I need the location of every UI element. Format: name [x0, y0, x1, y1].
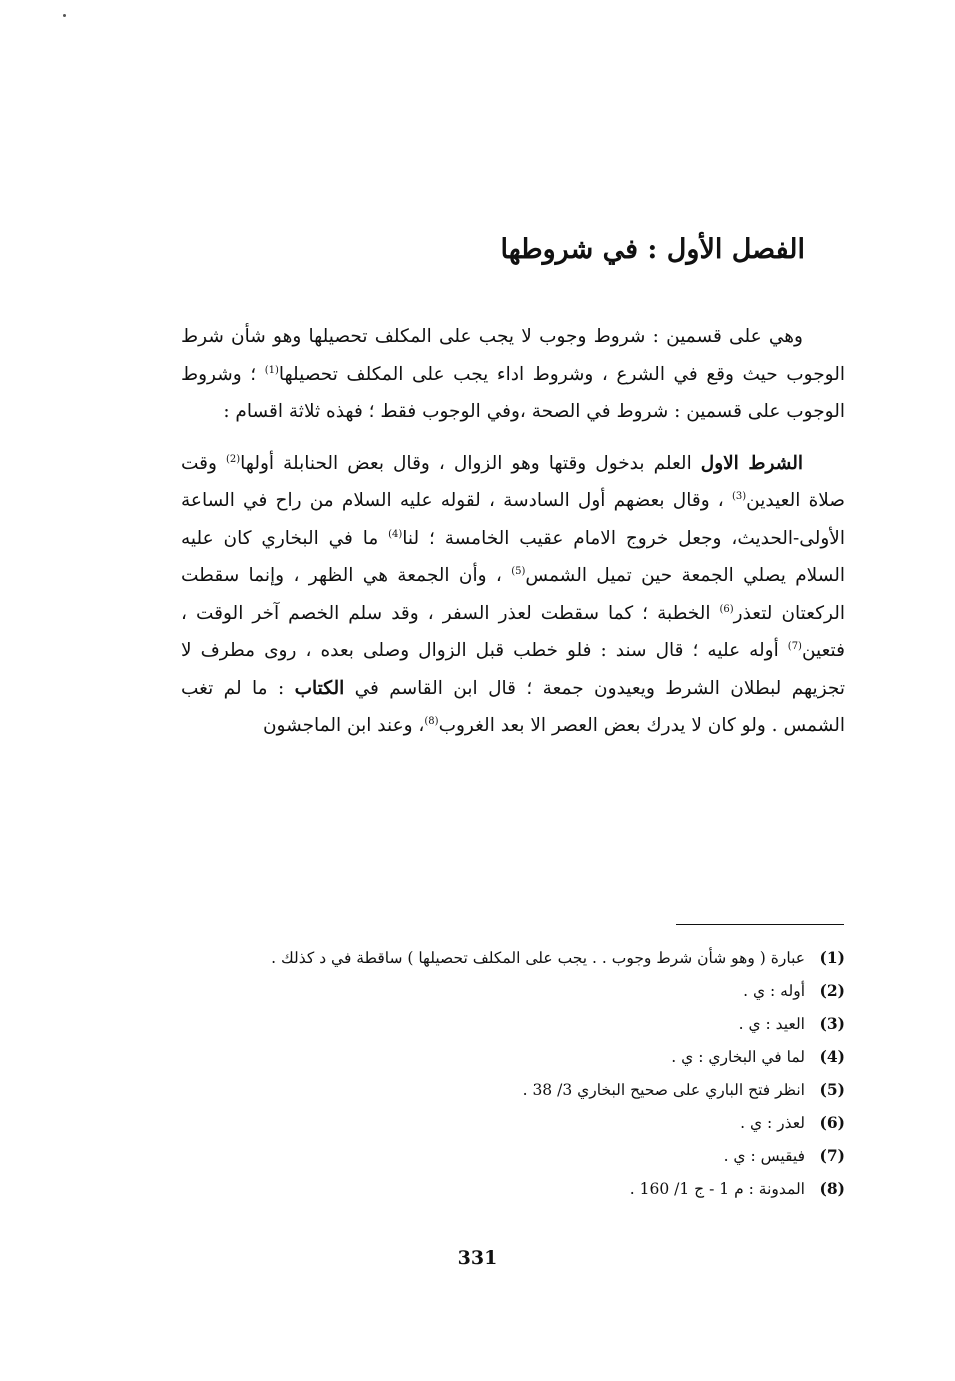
footnote-text: لما في البخاري : ي . — [671, 1048, 805, 1066]
text-run: : ما لم تغب الشمس . ولو كان لا يدرك بعض العصر الا بعد الغروب — [181, 677, 845, 736]
footnote-text: عبارة ( وهو شأن شرط وجوب . . يجب على المكلف تحصيلها ) ساقطة في د كذلك . — [271, 949, 805, 967]
footnote-number: (3) — [819, 1014, 845, 1033]
footnote-text: لعذر : ي . — [740, 1114, 805, 1132]
text-run: ، وعند ابن الماجشون — [262, 715, 425, 736]
footnote-item — [145, 1179, 845, 1212]
footnote-reference: (5) — [511, 565, 526, 577]
footnote-text: فيقيس : ي . — [723, 1147, 805, 1165]
footnote-separator — [676, 924, 844, 925]
footnote-reference: (1) — [264, 364, 279, 376]
footnote-number: (6) — [819, 1113, 845, 1132]
page-number: 331 — [457, 1247, 498, 1269]
footnote-item — [145, 1113, 845, 1146]
text-run: ، وقال بعضهم أول السادسة ، لقوله عليه السلام من راح في الساعة الأولى-الحديث، وجعل خروج الامام عقيب الخامسة ؛ لنا — [181, 490, 845, 549]
footnote-item — [145, 1047, 845, 1080]
footnote-reference: (3) — [731, 490, 747, 502]
footnote-text: أوله : ي . — [743, 982, 805, 1000]
text-run: أوله عليه ؛ قال سند : فلو خطب قبل الزوال وصلى بعده ، روى مطرف لا تجزيهم لبطلان الشرط ويعيدون جمعة ؛ قال ابن القاسم في — [181, 640, 845, 699]
footnote-number: (4) — [819, 1047, 845, 1066]
text-run: وهي على قسمين : شروط وجوب لا يجب على المكلف تحصيلها وهو شأن شرط الوجوب حيث وقع في الشرع ، وشروط اداء يجب على المكلف تحصيلها — [181, 326, 845, 385]
footnote-number: (1) — [819, 948, 845, 967]
text-run: ، وأن الجمعة هي الظهر ، وإنما سقطت الركعتان لتعذر — [181, 565, 845, 624]
footnote-text: انظر فتح الباري على صحيح البخاري 3/ 38 . — [522, 1081, 805, 1099]
bold-term: الشرط الاول — [700, 452, 804, 474]
footnote-reference: (6) — [719, 603, 734, 615]
body-text — [181, 318, 845, 745]
footnote-reference: (2) — [225, 453, 241, 465]
scan-speck — [63, 14, 66, 17]
paragraph — [181, 445, 845, 745]
footnote-reference: (7) — [787, 640, 802, 652]
text-run: الخطبة ؛ كما سقطت لعذر السفر ، وقد سلم الخصم آخر الوقت ، فتعين — [181, 602, 845, 661]
chapter-title: الفصل الأول : في شروطها — [500, 234, 805, 265]
footnote-item — [145, 1146, 845, 1179]
footnote-number: (8) — [819, 1179, 845, 1198]
footnote-text: المدونة : م 1 - ج 1/ 160 . — [629, 1180, 805, 1198]
footnote-text: العيد : ي . — [738, 1015, 805, 1033]
footnote-reference: (8) — [424, 715, 439, 727]
text-run: ما في البخاري كان عليه السلام يصلي الجمعة حين تميل الشمس — [181, 527, 845, 586]
text-run: وقت صلاة العيدين — [181, 452, 846, 511]
footnote-number: (7) — [819, 1146, 845, 1165]
footnote-item — [145, 948, 845, 981]
footnote-item — [145, 981, 845, 1014]
footnotes-list — [145, 948, 845, 1212]
text-run: العلم بدخول وقتها وهو الزوال ، وقال بعض الحنابلة أولها — [240, 452, 701, 474]
footnote-number: (2) — [819, 981, 845, 1000]
footnote-item — [145, 1080, 845, 1113]
footnote-number: (5) — [819, 1080, 845, 1099]
footnote-item — [145, 1014, 845, 1047]
bold-term: الكتاب — [294, 677, 345, 699]
paragraph — [181, 318, 845, 431]
footnote-reference: (4) — [388, 528, 403, 540]
text-run: ؛ وشروط الوجوب على قسمين : شروط في الصحة ،وفي الوجوب فقط ؛ فهذه ثلاثة اقسام : — [181, 363, 845, 422]
